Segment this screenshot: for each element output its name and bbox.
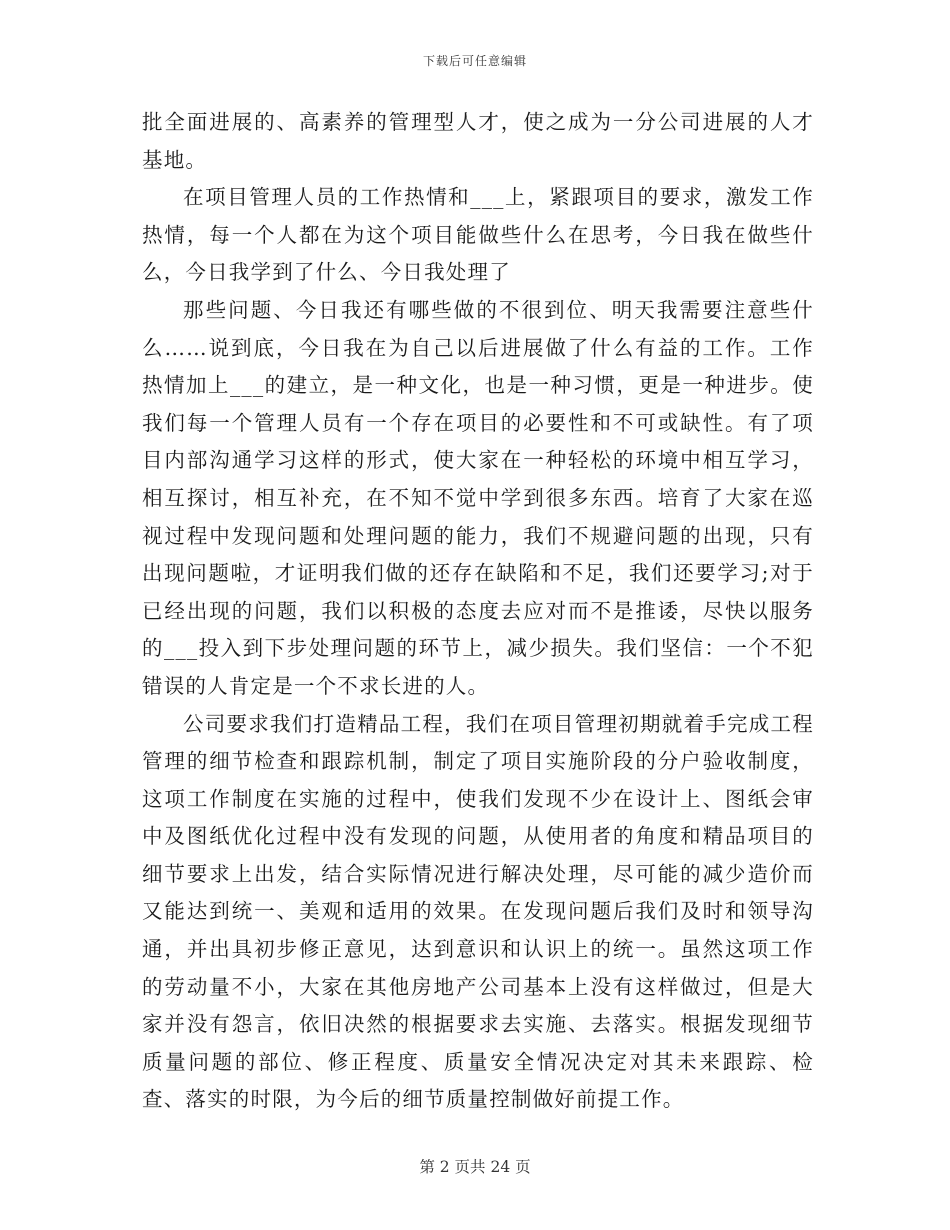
paragraph-continuation: 批全面进展的、高素养的管理型人才，使之成为一分公司进展的人才基地。: [142, 110, 814, 172]
page-number-footer: 第 2 页共 24 页: [419, 1158, 531, 1176]
paragraph-quality-project: 公司要求我们打造精品工程，我们在项目管理初期就着手完成工程管理的细节检查和跟踪机制，制定了项目实施阶段的分户验收制度，这项工作制度在实施的过程中，使我们发现不少在设计上、图纸会审中及图纸优化过程中没有发现的问题，从使用者的角度和精品项目的细节要求上出发，结合实际情况进行解决处理，尽可能的减少造价而又能达到统一、美观和适用的效果。在发现问题后我们及时和领导沟通，并出具初步修正意见，达到意识和认识上的统一。虽然这项工作的劳动量不小，大家在其他房地产公司基本上没有这样做过，但是大家并没有怨言，依旧决然的根据要求去实施、去落实。根据发现细节质量问题的部位、修正程度、质量安全情况决定对其未来跟踪、检查、落实的时限，为今后的细节质量控制做好前提工作。: [142, 711, 814, 1112]
paragraph-work-enthusiasm: 在项目管理人员的工作热情和___上，紧跟项目的要求，激发工作热情，每一个人都在为这个项目能做些什么在思考，今日我在做些什么，今日我学到了什么、今日我处理了: [142, 185, 814, 285]
page-header: 下载后可任意编辑: [422, 54, 527, 68]
paragraph-problem-solving: 那些问题、今日我还有哪些做的不很到位、明天我需要注意些什么……说到底，今日我在为自己以后进展做了什么有益的工作。工作热情加上___的建立，是一种文化，也是一种习惯，更是一种进步。使我们每一个管理人员有一个存在项目的必要性和不可或缺性。有了项目内部沟通学习这样的形式，使大家在一种轻松的环境中相互学习，相互探讨，相互补充，在不知不觉中学到很多东西。培育了大家在巡视过程中发现问题和处理问题的能力，我们不规避问题的出现，只有出现问题啦，才证明我们做的还存在缺陷和不足，我们还要学习;对于已经出现的问题，我们以积极的态度去应对而不是推诿，尽快以服务的___投入到下步处理问题的环节上，减少损失。我们坚信：一个不犯错误的人肯定是一个不求长进的人。: [142, 297, 814, 698]
document-body: [142, 104, 814, 1119]
